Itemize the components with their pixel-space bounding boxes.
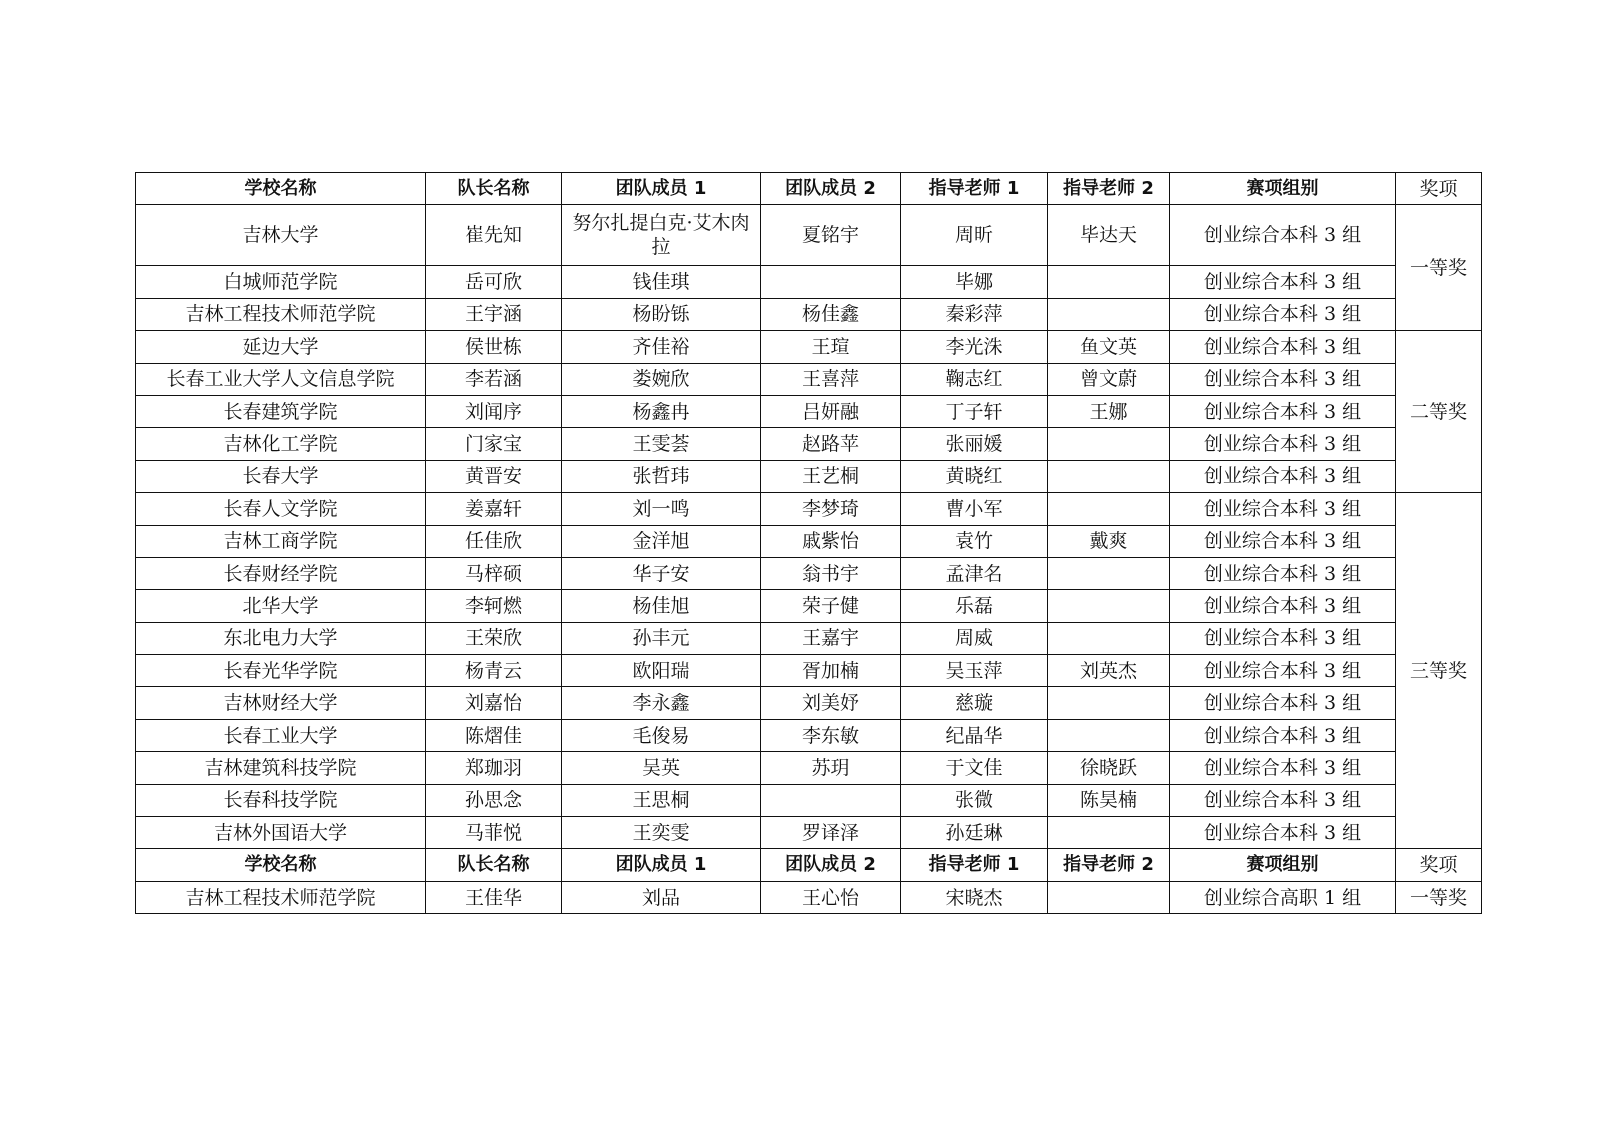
cell-school: 长春大学 <box>136 460 426 492</box>
cell-school: 北华大学 <box>136 590 426 622</box>
table-row <box>136 205 1482 266</box>
cell-captain: 门家宝 <box>426 428 562 460</box>
header-school: 学校名称 <box>136 849 426 881</box>
cell-advisor-2 <box>1048 817 1170 849</box>
cell-advisor-1: 袁竹 <box>901 525 1048 557</box>
cell-advisor-1: 孙廷琳 <box>901 817 1048 849</box>
cell-member-1: 钱佳琪 <box>562 266 761 298</box>
table-row <box>136 266 1482 298</box>
cell-advisor-1: 黄晓红 <box>901 460 1048 492</box>
table-row <box>136 493 1482 525</box>
cell-school: 东北电力大学 <box>136 622 426 654</box>
table-row <box>136 817 1482 849</box>
cell-category: 创业综合本科 3 组 <box>1170 687 1396 719</box>
awards-table <box>135 172 1482 914</box>
cell-member-1: 金洋旭 <box>562 525 761 557</box>
cell-captain: 李若涵 <box>426 363 562 395</box>
cell-school: 吉林财经大学 <box>136 687 426 719</box>
cell-captain: 陈熠佳 <box>426 719 562 751</box>
cell-school: 吉林工程技术师范学院 <box>136 881 426 913</box>
cell-member-2: 李梦琦 <box>761 493 901 525</box>
cell-captain: 李轲燃 <box>426 590 562 622</box>
header-advisor-2: 指导老师 2 <box>1048 173 1170 205</box>
cell-captain: 马梓硕 <box>426 557 562 589</box>
table-row <box>136 363 1482 395</box>
cell-member-2 <box>761 784 901 816</box>
header-captain: 队长名称 <box>426 173 562 205</box>
cell-category: 创业综合本科 3 组 <box>1170 655 1396 687</box>
cell-advisor-1: 鞠志红 <box>901 363 1048 395</box>
cell-member-1: 杨盼铄 <box>562 298 761 330</box>
cell-school: 长春科技学院 <box>136 784 426 816</box>
cell-member-2: 王心怡 <box>761 881 901 913</box>
cell-captain: 郑珈羽 <box>426 752 562 784</box>
cell-captain: 崔先知 <box>426 205 562 266</box>
cell-category: 创业综合本科 3 组 <box>1170 719 1396 751</box>
table-row <box>136 525 1482 557</box>
cell-category: 创业综合本科 3 组 <box>1170 205 1396 266</box>
cell-member-1: 李永鑫 <box>562 687 761 719</box>
cell-advisor-2 <box>1048 557 1170 589</box>
cell-advisor-1: 吴玉萍 <box>901 655 1048 687</box>
header-award: 奖项 <box>1396 849 1482 881</box>
header-school: 学校名称 <box>136 173 426 205</box>
cell-advisor-2: 鱼文英 <box>1048 331 1170 363</box>
cell-captain: 岳可欣 <box>426 266 562 298</box>
cell-category: 创业综合本科 3 组 <box>1170 298 1396 330</box>
cell-captain: 刘闻序 <box>426 395 562 427</box>
cell-advisor-1: 乐磊 <box>901 590 1048 622</box>
header-award: 奖项 <box>1396 173 1482 205</box>
cell-school: 长春光华学院 <box>136 655 426 687</box>
cell-award: 三等奖 <box>1396 493 1482 849</box>
cell-category: 创业综合本科 3 组 <box>1170 590 1396 622</box>
cell-captain: 马菲悦 <box>426 817 562 849</box>
cell-advisor-1: 毕娜 <box>901 266 1048 298</box>
table-row <box>136 331 1482 363</box>
cell-category: 创业综合本科 3 组 <box>1170 363 1396 395</box>
awards-table-body <box>136 173 1482 914</box>
cell-award: 一等奖 <box>1396 881 1482 913</box>
cell-advisor-1: 慈璇 <box>901 687 1048 719</box>
cell-advisor-2 <box>1048 881 1170 913</box>
cell-advisor-2 <box>1048 493 1170 525</box>
cell-advisor-1: 曹小军 <box>901 493 1048 525</box>
cell-category: 创业综合本科 3 组 <box>1170 817 1396 849</box>
cell-member-1: 吴英 <box>562 752 761 784</box>
cell-category: 创业综合本科 3 组 <box>1170 493 1396 525</box>
cell-advisor-1: 丁子轩 <box>901 395 1048 427</box>
table-row <box>136 655 1482 687</box>
header-member-2: 团队成员 2 <box>761 849 901 881</box>
cell-member-2: 李东敏 <box>761 719 901 751</box>
table-row <box>136 784 1482 816</box>
cell-school: 吉林建筑科技学院 <box>136 752 426 784</box>
table-row <box>136 752 1482 784</box>
cell-category: 创业综合高职 1 组 <box>1170 881 1396 913</box>
cell-member-1: 刘品 <box>562 881 761 913</box>
cell-advisor-1: 李光洙 <box>901 331 1048 363</box>
cell-captain: 刘嘉怡 <box>426 687 562 719</box>
header-category: 赛项组别 <box>1170 173 1396 205</box>
cell-member-2: 杨佳鑫 <box>761 298 901 330</box>
cell-member-1: 华子安 <box>562 557 761 589</box>
cell-member-2: 赵路苹 <box>761 428 901 460</box>
cell-member-1: 齐佳裕 <box>562 331 761 363</box>
cell-member-2 <box>761 266 901 298</box>
header-advisor-1: 指导老师 1 <box>901 173 1048 205</box>
cell-member-1: 娄婉欣 <box>562 363 761 395</box>
cell-captain: 王宇涵 <box>426 298 562 330</box>
cell-member-2: 王艺桐 <box>761 460 901 492</box>
table-row <box>136 687 1482 719</box>
table-row <box>136 622 1482 654</box>
header-category: 赛项组别 <box>1170 849 1396 881</box>
cell-school: 延边大学 <box>136 331 426 363</box>
cell-school: 长春工业大学人文信息学院 <box>136 363 426 395</box>
cell-school: 白城师范学院 <box>136 266 426 298</box>
cell-school: 吉林外国语大学 <box>136 817 426 849</box>
header-member-1: 团队成员 1 <box>562 849 761 881</box>
table-row <box>136 719 1482 751</box>
cell-advisor-2 <box>1048 266 1170 298</box>
cell-captain: 侯世栋 <box>426 331 562 363</box>
header-advisor-2: 指导老师 2 <box>1048 849 1170 881</box>
cell-member-2: 翁书宇 <box>761 557 901 589</box>
table-row <box>136 298 1482 330</box>
cell-advisor-1: 张微 <box>901 784 1048 816</box>
cell-advisor-2 <box>1048 719 1170 751</box>
cell-category: 创业综合本科 3 组 <box>1170 622 1396 654</box>
cell-captain: 黄晋安 <box>426 460 562 492</box>
cell-category: 创业综合本科 3 组 <box>1170 460 1396 492</box>
cell-advisor-2 <box>1048 298 1170 330</box>
cell-category: 创业综合本科 3 组 <box>1170 525 1396 557</box>
cell-school: 长春建筑学院 <box>136 395 426 427</box>
cell-advisor-1: 于文佳 <box>901 752 1048 784</box>
header-row <box>136 173 1482 205</box>
header-member-2: 团队成员 2 <box>761 173 901 205</box>
cell-member-1: 毛俊易 <box>562 719 761 751</box>
cell-member-2: 王嘉宇 <box>761 622 901 654</box>
cell-award: 一等奖 <box>1396 205 1482 331</box>
cell-captain: 孙思念 <box>426 784 562 816</box>
cell-captain: 杨青云 <box>426 655 562 687</box>
cell-advisor-2 <box>1048 687 1170 719</box>
cell-member-1: 王思桐 <box>562 784 761 816</box>
cell-school: 长春财经学院 <box>136 557 426 589</box>
cell-category: 创业综合本科 3 组 <box>1170 428 1396 460</box>
cell-captain: 任佳欣 <box>426 525 562 557</box>
cell-category: 创业综合本科 3 组 <box>1170 752 1396 784</box>
cell-member-1: 杨佳旭 <box>562 590 761 622</box>
cell-member-2: 吕妍融 <box>761 395 901 427</box>
cell-member-2: 王瑄 <box>761 331 901 363</box>
cell-member-1: 张哲玮 <box>562 460 761 492</box>
cell-advisor-1: 秦彩萍 <box>901 298 1048 330</box>
cell-award: 二等奖 <box>1396 331 1482 493</box>
cell-category: 创业综合本科 3 组 <box>1170 266 1396 298</box>
cell-member-1: 努尔扎提白克·艾木肉拉 <box>562 205 761 266</box>
cell-member-1: 孙丰元 <box>562 622 761 654</box>
cell-school: 吉林化工学院 <box>136 428 426 460</box>
cell-member-1: 王雯荟 <box>562 428 761 460</box>
cell-captain: 姜嘉轩 <box>426 493 562 525</box>
cell-member-1: 杨鑫冉 <box>562 395 761 427</box>
cell-advisor-2: 戴爽 <box>1048 525 1170 557</box>
header-captain: 队长名称 <box>426 849 562 881</box>
cell-school: 吉林工商学院 <box>136 525 426 557</box>
cell-member-1: 刘一鸣 <box>562 493 761 525</box>
cell-advisor-2 <box>1048 460 1170 492</box>
cell-advisor-2: 王娜 <box>1048 395 1170 427</box>
cell-advisor-1: 张丽媛 <box>901 428 1048 460</box>
cell-advisor-1: 周昕 <box>901 205 1048 266</box>
cell-advisor-2: 刘英杰 <box>1048 655 1170 687</box>
cell-advisor-2: 徐晓跃 <box>1048 752 1170 784</box>
cell-category: 创业综合本科 3 组 <box>1170 784 1396 816</box>
cell-advisor-1: 宋晓杰 <box>901 881 1048 913</box>
cell-member-2: 荣子健 <box>761 590 901 622</box>
cell-member-2: 刘美妤 <box>761 687 901 719</box>
cell-category: 创业综合本科 3 组 <box>1170 557 1396 589</box>
table-row <box>136 460 1482 492</box>
cell-category: 创业综合本科 3 组 <box>1170 331 1396 363</box>
cell-school: 长春工业大学 <box>136 719 426 751</box>
cell-advisor-2: 陈昊楠 <box>1048 784 1170 816</box>
cell-advisor-2 <box>1048 428 1170 460</box>
cell-advisor-1: 周威 <box>901 622 1048 654</box>
cell-member-2: 戚紫怡 <box>761 525 901 557</box>
cell-advisor-1: 孟津名 <box>901 557 1048 589</box>
cell-member-1: 王奕雯 <box>562 817 761 849</box>
cell-member-2: 胥加楠 <box>761 655 901 687</box>
table-row <box>136 395 1482 427</box>
cell-member-2: 罗译泽 <box>761 817 901 849</box>
cell-school: 长春人文学院 <box>136 493 426 525</box>
cell-member-2: 夏铭宇 <box>761 205 901 266</box>
cell-advisor-1: 纪晶华 <box>901 719 1048 751</box>
table-row <box>136 881 1482 913</box>
cell-captain: 王佳华 <box>426 881 562 913</box>
cell-member-2: 苏玥 <box>761 752 901 784</box>
table-row <box>136 590 1482 622</box>
cell-captain: 王荣欣 <box>426 622 562 654</box>
header-advisor-1: 指导老师 1 <box>901 849 1048 881</box>
cell-member-2: 王喜萍 <box>761 363 901 395</box>
header-row <box>136 849 1482 881</box>
cell-advisor-2 <box>1048 622 1170 654</box>
header-member-1: 团队成员 1 <box>562 173 761 205</box>
cell-member-1: 欧阳瑞 <box>562 655 761 687</box>
table-row <box>136 428 1482 460</box>
cell-advisor-2: 曾文蔚 <box>1048 363 1170 395</box>
cell-school: 吉林大学 <box>136 205 426 266</box>
cell-school: 吉林工程技术师范学院 <box>136 298 426 330</box>
cell-advisor-2: 毕达天 <box>1048 205 1170 266</box>
cell-advisor-2 <box>1048 590 1170 622</box>
cell-category: 创业综合本科 3 组 <box>1170 395 1396 427</box>
table-row <box>136 557 1482 589</box>
